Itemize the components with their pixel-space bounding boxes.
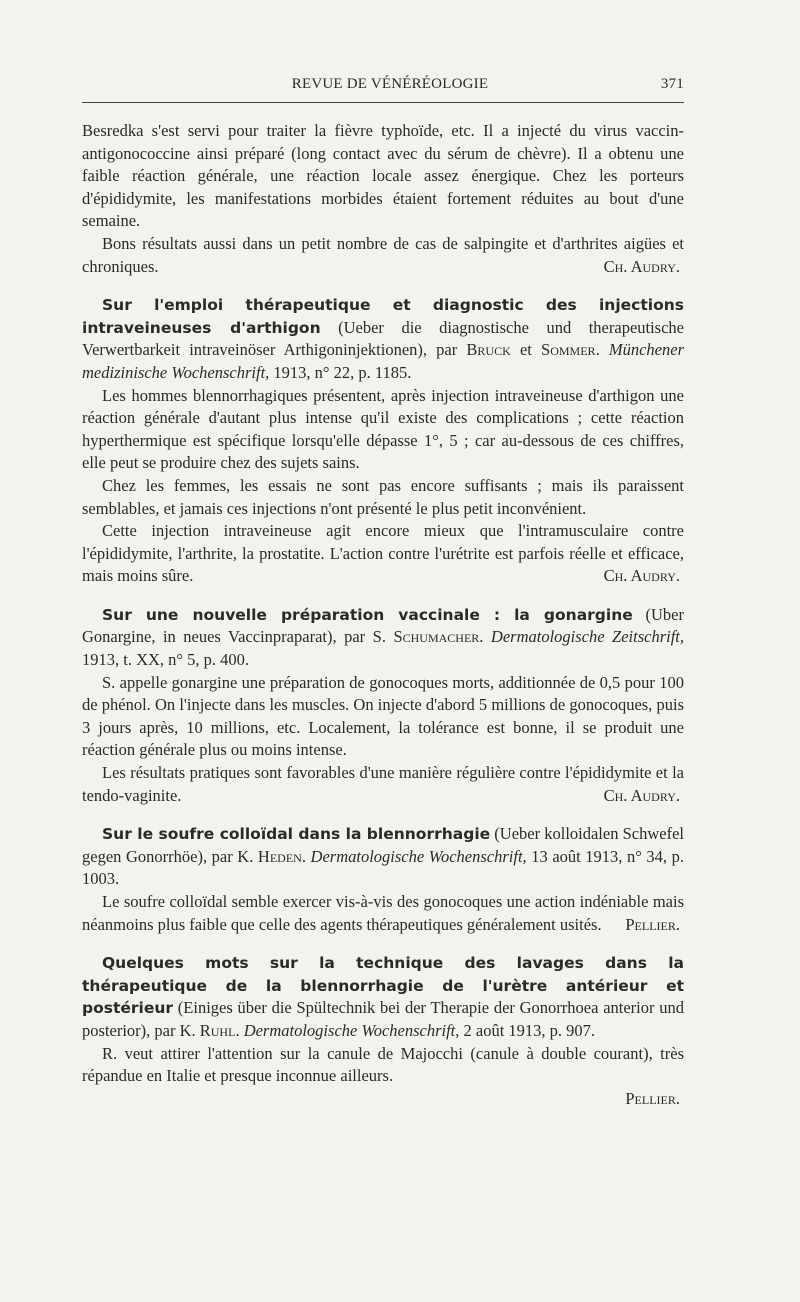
author: Sommer — [541, 340, 596, 360]
signature: Ch. Audry. — [603, 566, 680, 586]
signature: Ch. Audry. — [603, 785, 680, 805]
author: Heden — [257, 846, 302, 866]
article-heading: Sur l'emploi thérapeutique et diagnostic des injections intraveineuses d'arthigon — [82, 296, 684, 337]
article-arthigon — [82, 294, 684, 588]
journal-name: Dermatologische Zeitschrift, — [490, 627, 685, 647]
article-reference: Sur une nouvelle préparation vaccinale : la gonargine (Uber Gonargine, in neues Vaccinpraparat), par S. Schumacher. Dermatologische Zeitschrift, 1913, t. XX, n° 5, p. 400. — [82, 604, 685, 670]
signature: Pellier. — [625, 1088, 680, 1108]
author: Ruhl — [199, 1020, 236, 1040]
journal-title: REVUE DE VÉNÉRÉOLOGIE — [291, 76, 489, 92]
article-paragraph: Les hommes blennorrhagiques présentent, après injection intraveineuse d'arthigon une réaction générale d'autant plus intense qu'il existe des complications ; cette réaction hyperthermique est spécifique lorsqu'elle dépasse 1°, 5 ; car au-dessous de ces chiffres, elle peut se produire chez des sujets sains. — [82, 385, 684, 473]
signature: Ch. Audry. — [603, 256, 680, 276]
running-header — [82, 76, 698, 98]
page-body — [82, 120, 684, 1110]
article-paragraph: R. veut attirer l'attention sur la canule de Majocchi (canule à double courant), très répandue en Italie et presque inconnue ailleurs. Pellier. — [82, 1043, 684, 1111]
author: Bruck — [466, 340, 511, 360]
signature: Pellier. — [625, 914, 680, 934]
journal-name: Dermatologische Wochenschrift, — [243, 1020, 460, 1040]
article-paragraph: Les résultats pratiques sont favorables d'une manière régulière contre l'épididymite et la tendo-vaginite. Ch. Audry. — [82, 762, 684, 807]
article-paragraph: Chez les femmes, les essais ne sont pas encore suffisants ; mais ils paraissent semblables, et jamais ces injections n'ont présenté le plus petit inconvénient. — [82, 475, 684, 518]
page-number: 371 — [660, 76, 684, 92]
article-paragraph: Le soufre colloïdal semble exercer vis-à-vis des gonocoques une action indéniable mais néanmoins plus faible que celle des agents thérapeutiques généralement usités. Pellier. — [82, 891, 684, 936]
article-heading: Sur le soufre colloïdal dans la blennorrhagie — [102, 825, 491, 844]
intro-paragraph: Besredka s'est servi pour traiter la fièvre typhoïde, etc. Il a injecté du virus vaccin-antigonococcine ainsi préparé (long contact avec du sérum de chèvre). Il a obtenu une faible réaction générale, une réaction locale assez énergique. Chez les porteurs d'épididymite, les manifestations morbides étaient fortement réduites au bout d'une semaine. — [82, 121, 684, 231]
header-rule — [82, 102, 684, 103]
journal-name: Dermatologische Wochenschrift, — [310, 846, 527, 866]
article-reference: Quelques mots sur la technique des lavages dans la thérapeutique de la blennorrhagie de l'urètre antérieur et postérieur (Einiges über die Spültechnik bei der Therapie der Gonorrhoea anterior und posterior), par K. Ruhl. Dermatologische Wochenschrift, 2 août 1913, p. 907. — [82, 954, 684, 1040]
article-soufre — [82, 823, 684, 936]
article-paragraph: Cette injection intraveineuse agit encore mieux que l'intramusculaire contre l'épididymite, l'arthrite, la prostatite. L'action contre l'urétrite est parfois réelle et efficace, mais moins sûre. Ch. Audry. — [82, 520, 684, 588]
article-reference: Sur le soufre colloïdal dans la blennorrhagie (Ueber kolloidalen Schwefel gegen Gonorrhöe), par K. Heden. Dermatologische Wochenschrift, 13 août 1913, n° 34, p. 1003. — [82, 824, 684, 889]
author: Schumacher — [393, 627, 480, 647]
journal-name: Münchener medizinische Wochenschrift, — [82, 340, 684, 382]
article-reference: Sur l'emploi thérapeutique et diagnostic des injections intraveineuses d'arthigon (Ueber die diagnostische und therapeutische Verwertbarkeit intraveinöser Arthigoninjektionen), par Bruck et Sommer. Münchener medizinische Wochenschrift, 1913, n° 22, p. 1185. — [82, 296, 684, 382]
article-lavages — [82, 952, 684, 1110]
article-gonargine — [82, 604, 684, 807]
article-heading: Quelques mots sur la technique des lavages dans la thérapeutique de la blennorrhagie de l'urètre antérieur et postérieur — [82, 954, 684, 1018]
article-heading: Sur une nouvelle préparation vaccinale : la gonargine — [102, 605, 633, 624]
article-paragraph: S. appelle gonargine une préparation de gonocoques morts, additionnée de 0,5 pour 100 de phénol. On l'injecte dans les muscles. On injecte d'abord 5 millions de gonocoques, puis 3 jours après, 10 millions, etc. Localement, la tolérance est bonne, il se produit une réaction générale plus ou moins intense. — [82, 672, 684, 760]
intro-paragraph-2: Bons résultats aussi dans un petit nombre de cas de salpingite et d'arthrites aigües et chroniques. Ch. Audry. — [82, 233, 684, 278]
